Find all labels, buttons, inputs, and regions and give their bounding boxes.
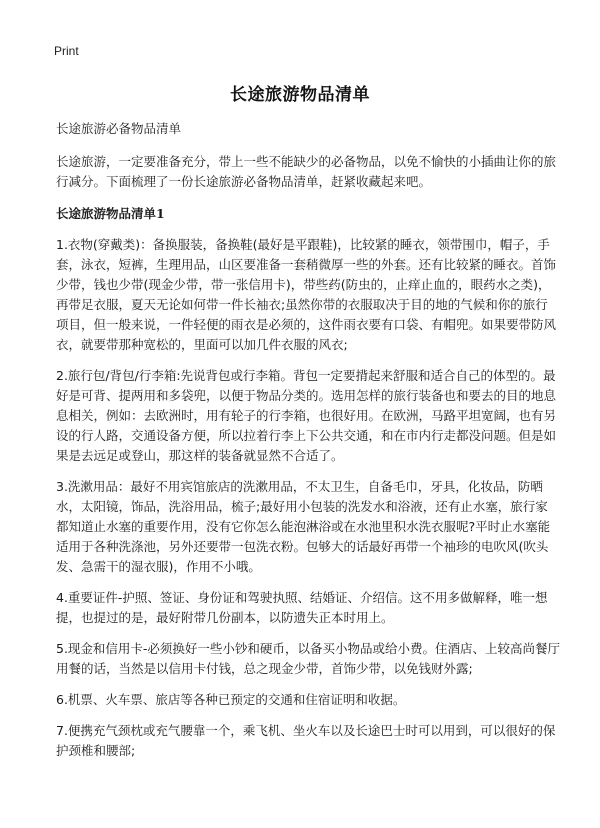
list-item-cash-cards: 5.现金和信用卡-必须换好一些小钞和硬币，以备买小物品或给小费。住酒店、上较高尚餐厅用餐的话，当然是以信用卡付钱，总之现金少带，首饰少带，以免钱财外露; [56,641,560,676]
section-heading: 长途旅游物品清单1 [56,206,165,221]
document-subtitle: 长途旅游必备物品清单 [56,121,182,136]
list-item-toiletries: 3.洗漱用品：最好不用宾馆旅店的洗漱用品，不太卫生，自备毛巾，牙具，化妆品，防晒水，太阳镜，饰品，洗浴用品，梳子;最好用小包装的洗发水和浴液，还有止水塞，旅行家都知道止水塞的重要作用，没有它你怎么能泡淋浴或在水池里积水洗衣服呢?平时止水塞能适用于各种洗涤池，另外还要带一包洗衣粉。包够大的话最好再带一个袖珍的电吹风(吹头发、急需干的湿衣服)，作用不小哦。 [56,479,551,574]
document-body [56,120,560,772]
list-item-clothing: 1.衣物(穿戴类)：备换服装，备换鞋(最好是平跟鞋)，比较紧的睡衣，领带围巾，帽子，手套，泳衣，短裤，生理用品，山区要准备一套稍微厚一些的外套。还有比较紧的睡衣。首饰少带，钱也少带(现金少带，带一张信用卡)，带些药(防虫的，止痒止血的，眼药水之类)，再带足衣服，夏天无论如何带一件长袖衣;虽然你带的衣服取决于目的地的气候和你的旅行项目，但一般来说，一件轻便的雨衣是必须的，这件雨衣要有口袋、有帽兜。如果要带防风衣，就要带那种宽松的，里面可以加几件衣服的风衣; [56,237,557,352]
list-item-luggage: 2.旅行包/背包/行李箱:先说背包或行李箱。背包一定要揹起来舒服和适合自己的体型的。最好是可背、提两用和多袋兜，以便于物品分类的。选用怎样的旅行装备也和要去的目的地息息相关，例如：去欧洲时，用有轮子的行李箱，也很好用。在欧洲，马路平坦宽阔，也有另设的行人路，交通设备方便，所以拉着行李上下公共交通，和在市内行走都没问题。但是如果是去远足或登山，那这样的装备就显然不合适了。 [56,368,557,463]
intro-paragraph: 长途旅游，一定要准备充分，带上一些不能缺少的必备物品，以免不愉快的小插曲让你的旅行减分。下面梳理了一份长途旅游必备物品清单，赶紧收藏起来吧。 [56,154,557,189]
list-item-tickets: 6.机票、火车票、旅店等各种已预定的交通和住宿证明和收据。 [56,692,406,707]
list-item-documents: 4.重要证件-护照、签证、身份证和驾驶执照、结婚证、介绍信。这不用多做解释，唯一想提，也提过的是，最好附带几份副本，以防遗失正本时用上。 [56,590,548,625]
list-item-neck-pillow: 7.便携充气颈枕或充气腰靠一个，乘飞机、坐火车以及长途巴士时可以用到，可以很好的保护颈椎和腰部; [56,723,556,758]
document-title: 长途旅游物品清单 [230,85,370,105]
print-link[interactable]: Print [54,44,79,58]
